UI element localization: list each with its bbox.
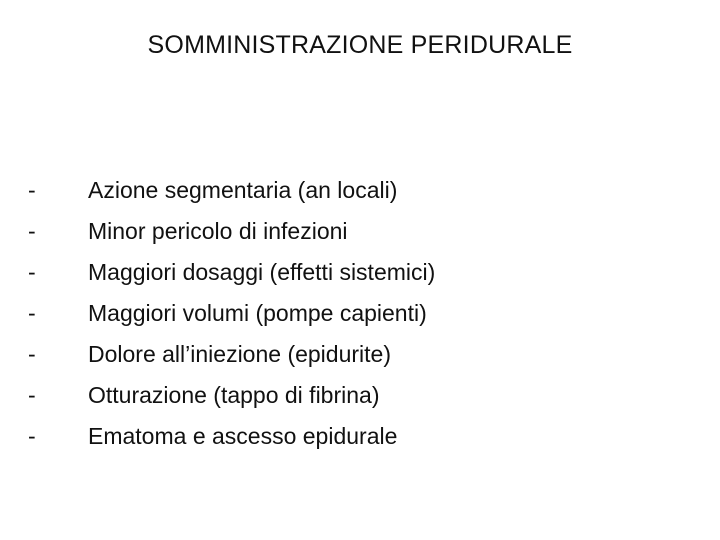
bullet-text: Maggiori volumi (pompe capienti)	[88, 300, 427, 326]
slide-title: SOMMINISTRAZIONE PERIDURALE	[147, 31, 573, 59]
bullet-marker: -	[28, 218, 36, 244]
bullet-marker: -	[28, 177, 36, 203]
bullet-marker: -	[28, 259, 36, 285]
bullet-item	[28, 416, 435, 457]
bullet-item	[28, 334, 435, 375]
bullet-text: Minor pericolo di infezioni	[88, 218, 348, 244]
bullet-item	[28, 252, 435, 293]
bullet-text: Ematoma e ascesso epidurale	[88, 423, 398, 449]
bullet-marker: -	[28, 382, 36, 408]
bullet-text: Dolore all’iniezione (epidurite)	[88, 341, 391, 367]
bullet-list	[28, 170, 435, 457]
bullet-marker: -	[28, 423, 36, 449]
bullet-text: Maggiori dosaggi (effetti sistemici)	[88, 259, 436, 285]
bullet-marker: -	[28, 341, 36, 367]
bullet-item	[28, 375, 435, 416]
bullet-item	[28, 211, 435, 252]
bullet-marker: -	[28, 300, 36, 326]
bullet-item	[28, 170, 435, 211]
bullet-text: Otturazione (tappo di fibrina)	[88, 382, 380, 408]
bullet-text: Azione segmentaria (an locali)	[88, 177, 398, 203]
bullet-item	[28, 293, 435, 334]
